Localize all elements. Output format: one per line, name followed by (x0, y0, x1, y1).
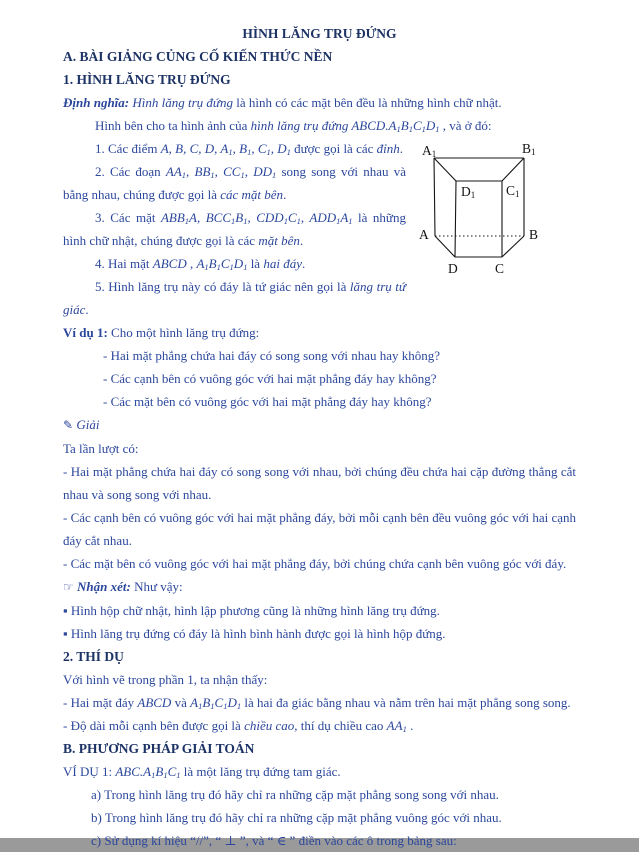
remark-bullet-1: ▪ Hình hộp chữ nhật, hình lập phương cũng là những hình lăng trụ đứng. (63, 603, 440, 618)
remark-text: Nhận xét: Như vậy: (77, 579, 183, 594)
heading-section-a: A. BÀI GIẢNG CỦNG CỐ KIẾN THỨC NỀN (63, 49, 333, 64)
method-question-a: a) Trong hình lăng trụ đó hãy chỉ ra những cặp mặt phẳng song song với nhau. (91, 787, 499, 802)
list-item-4: 4. Hai mặt ABCD , $A_1B_1C_1D_1$ là hai đáy. (95, 256, 306, 272)
vertex-label-d: D (448, 261, 458, 276)
method-example-1: VÍ DỤ 1: $ABC.A_1B_1C_1$ là một lăng trụ đứng tam giác. (63, 764, 341, 780)
method-question-c: c) Sử dụng kí hiệu “//”, “ ⊥ ”, và “ ∈ ” điền vào các ô trong bảng sau: (91, 833, 457, 848)
solution-label: Giải (76, 417, 100, 432)
example-question-2: - Các cạnh bên có vuông góc với hai mặt phẳng đáy hay không? (103, 371, 437, 386)
prism-edge-lines (434, 158, 524, 257)
list-item-3: 3. Các mặt $ABB_1A$, $BCC_1B_1$, $CDD_1C_1$, $ADD_1A_1$ là những hình chữ nhật, chúng được gọi là các mặt bên. (63, 210, 406, 248)
remark-heading (63, 575, 576, 599)
solution-intro: Ta lần lượt có: (63, 441, 139, 456)
paragraph-figure-intro: Hình bên cho ta hình ảnh của hình lăng trụ đứng $ABCD.A_1B_1C_1D_1$ , và ở đó: (95, 118, 492, 134)
vertex-label-b: B (529, 227, 539, 242)
prism-figure (416, 141, 576, 287)
list-item-5: 5. Hình lăng trụ này có đáy là tứ giác nên gọi là lăng trụ tứ giác. (63, 279, 406, 317)
vertex-label-b1: $B_1$ (522, 141, 536, 157)
vertex-label-d1: $D_1$ (461, 184, 476, 200)
page-title: HÌNH LĂNG TRỤ ĐỨNG (242, 26, 397, 41)
method-question-b: b) Trong hình lăng trụ đó hãy chỉ ra những cặp mặt phẳng vuông góc với nhau. (91, 810, 502, 825)
vertex-label-c: C (495, 261, 505, 276)
paragraph-definition: Định nghĩa: Hình lăng trụ đứng là hình có các mặt bên đều là những hình chữ nhật. (63, 95, 502, 110)
vertex-label-a1: $A_1$ (422, 143, 437, 159)
solution-heading (63, 413, 576, 437)
pointing-hand-icon: ☞ (63, 580, 74, 594)
pencil-icon: ✎ (63, 418, 74, 432)
list-item-2: 2. Các đoạn $AA_1$, $BB_1$, $CC_1$, $DD_1$ song song với nhau và bằng nhau, chúng được gọi là các mặt bên. (63, 164, 406, 202)
remark-bullet-2: ▪ Hình lăng trụ đứng có đáy là hình bình hành được gọi là hình hộp đứng. (63, 626, 446, 641)
solution-point-3: - Các mặt bên có vuông góc với hai mặt phẳng đáy, bởi chúng chứa cạnh bên vuông góc với đáy. (63, 556, 567, 571)
vertex-label-a: A (419, 227, 429, 242)
heading-section-b: B. PHƯƠNG PHÁP GIẢI TOÁN (63, 741, 255, 756)
example-point-1: - Hai mặt đáy ABCD và $A_1B_1C_1D_1$ là hai đa giác bằng nhau và nằm trên hai mặt phẳng song song. (63, 695, 571, 711)
example-point-2: - Độ dài mỗi cạnh bên được gọi là chiều cao, thí dụ chiều cao $AA_1$ . (63, 718, 414, 734)
example-1-heading: Ví dụ 1: Cho một hình lăng trụ đứng: (63, 325, 260, 340)
heading-1: 1. HÌNH LĂNG TRỤ ĐỨNG (63, 72, 231, 87)
vertex-label-c1: $C_1$ (506, 183, 520, 199)
list-item-1: 1. Các điểm A, B, C, D, $A_1$, $B_1$, $C_1$, $D_1$ được gọi là các đỉnh. (95, 141, 404, 157)
solution-point-1: - Hai mặt phẳng chứa hai đáy có song song với nhau, bởi chúng đều chứa hai cặp đường thẳng cắt nhau và song song với nhau. (63, 464, 576, 502)
example-section-intro: Với hình vẽ trong phần 1, ta nhận thấy: (63, 672, 268, 687)
solution-point-2: - Các cạnh bên có vuông góc với hai mặt phẳng đáy, bởi mỗi cạnh bên đều vuông góc với hai cạnh đáy cắt nhau. (63, 510, 576, 548)
heading-2: 2. THÍ DỤ (63, 649, 124, 664)
example-question-3: - Các mặt bên có vuông góc với hai mặt phẳng đáy hay không? (103, 394, 432, 409)
example-question-1: - Hai mặt phẳng chứa hai đáy có song song với nhau hay không? (103, 348, 441, 363)
